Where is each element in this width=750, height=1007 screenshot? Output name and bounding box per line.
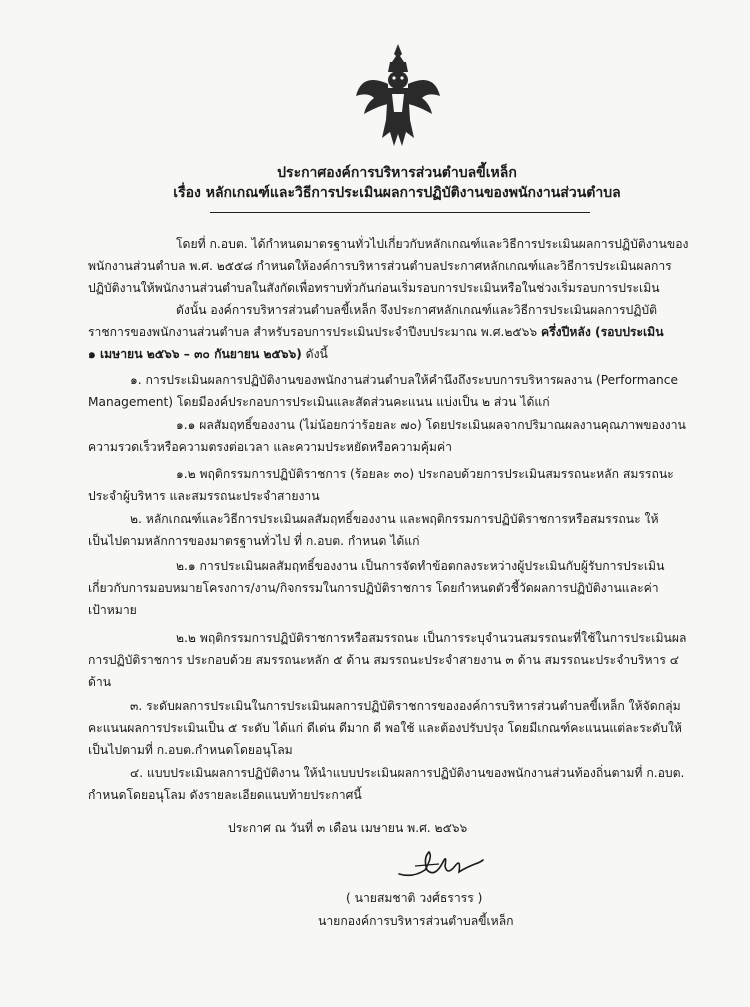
section-2-line-1: ๒. หลักเกณฑ์และวิธีการประเมินผลสัมฤทธิ์ของงาน และพฤติกรรมการปฏิบัติราชการหรือสมรรถนะ ให้ — [130, 512, 659, 526]
section-2-1-line-2: เกี่ยวกับการมอบหมายโครงการ/งาน/กิจกรรมในการปฏิบัติราชการ โดยกำหนดตัวชี้วัดผลการปฏิบัติงานและค่า — [88, 581, 659, 595]
section-3-line-3: เป็นไปตามที่ ก.อบต.กำหนดโดยอนุโลม — [88, 743, 293, 757]
section-1-2-line-1: ๑.๒ พฤติกรรมการปฏิบัติราชการ (ร้อยละ ๓๐) ประกอบด้วยการประเมินสมรรถนะหลัก สมรรถนะ — [176, 467, 674, 481]
section-1-1-line-1: ๑.๑ ผลสัมฤทธิ์ของงาน (ไม่น้อยกว่าร้อยละ ๗๐) โดยประเมินผลจากปริมาณผลงานคุณภาพของงาน — [176, 418, 686, 432]
garuda-emblem-icon — [352, 42, 444, 148]
as-follows-text: ดังนี้ — [301, 347, 328, 361]
announcement-date: ประกาศ ณ วันที่ ๓ เดือน เมษายน พ.ศ. ๒๕๖๖ — [228, 821, 468, 835]
announcement-subject: เรื่อง หลักเกณฑ์และวิธีการประเมินผลการปฏิบัติงานของพนักงานส่วนตำบล — [173, 185, 621, 201]
section-1-line-2: Management) โดยมีองค์ประกอบการประเมินและสัดส่วนคะแนน แบ่งเป็น ๒ ส่วน ได้แก่ — [88, 395, 550, 409]
therefore-line-2 — [88, 324, 664, 340]
announcement-title: ประกาศองค์การบริหารส่วนตำบลขี้เหล็ก — [277, 165, 517, 181]
section-2-2-line-2: การปฏิบัติราชการ ประกอบด้วย สมรรถนะหลัก ๕ ด้าน สมรรถนะประจำสายงาน ๓ ด้าน สมรรถนะประจำบริหาร ๔ — [88, 653, 679, 667]
section-2-1-line-3: เป้าหมาย — [88, 603, 137, 617]
evaluation-period: ๑ เมษายน ๒๕๖๖ – ๓๐ กันยายน ๒๕๖๖) — [88, 347, 302, 361]
therefore-line-1: ดังนั้น องค์การบริหารส่วนตำบลขี้เหล็ก จึงประกาศหลักเกณฑ์และวิธีการประเมินผลการปฏิบัติ — [176, 303, 658, 317]
section-2-line-2: เป็นไปตามหลักการของมาตรฐานทั่วไป ที่ ก.อบต. กำหนด ได้แก่ — [88, 534, 420, 548]
section-2-1-line-1: ๒.๑ การประเมินผลสัมฤทธิ์ของงาน เป็นการจัดทำข้อตกลงระหว่างผู้ประเมินกับผู้รับการประเมิน — [176, 559, 665, 573]
section-3-line-2: คะแนนผลการประเมินเป็น ๕ ระดับ ได้แก่ ดีเด่น ดีมาก ดี พอใช้ และต้องปรับปรุง โดยมีเกณฑ์คะแนนแต่ละระดับให้ — [88, 721, 682, 735]
section-1-1-line-2: ความรวดเร็วหรือความตรงต่อเวลา และความประหยัดหรือความคุ้มค่า — [88, 440, 452, 454]
signer-position: นายกองค์การบริหารส่วนตำบลขี้เหล็ก — [318, 914, 514, 928]
intro-line-2: พนักงานส่วนตำบล พ.ศ. ๒๕๕๘ กำหนดให้องค์การบริหารส่วนตำบลประกาศหลักเกณฑ์และวิธีการประเมินผลการ — [88, 259, 672, 273]
section-1-line-1: ๑. การประเมินผลการปฏิบัติงานของพนักงานส่วนตำบลให้คำนึงถึงระบบการบริหารผลงาน (Performance — [130, 373, 678, 387]
therefore-line-3 — [88, 346, 328, 362]
half-year-label: ครึ่งปีหลัง (รอบประเมิน — [540, 325, 664, 339]
section-1-2-line-2: ประจำผู้บริหาร และสมรรถนะประจำสายงาน — [88, 489, 320, 503]
section-4-line-1: ๔. แบบประเมินผลการปฏิบัติงาน ให้นำแบบประเมินผลการปฏิบัติงานของพนักงานส่วนท้องถิ่นตามที่ ก.อบต. — [130, 766, 685, 780]
intro-line-1: โดยที่ ก.อบต. ได้กำหนดมาตรฐานทั่วไปเกี่ยวกับหลักเกณฑ์และวิธีการประเมินผลการปฏิบัติงานของ — [176, 237, 689, 251]
therefore-line-2-text: ราชการของพนักงานส่วนตำบล สำหรับรอบการประเมินประจำปีงบประมาณ พ.ศ.๒๕๖๖ — [88, 325, 541, 339]
signer-name: ( นายสมชาติ วงศ์ธรารร ) — [346, 891, 483, 905]
title-divider — [210, 212, 590, 213]
intro-line-3: ปฏิบัติงานให้พนักงานส่วนตำบลในสังกัดเพื่อทราบทั่วกันก่อนเริ่มรอบการประเมินหรือในช่วงเริ่มรอบการประเมิน — [88, 281, 660, 295]
section-2-2-line-1: ๒.๒ พฤติกรรมการปฏิบัติราชการหรือสมรรถนะ เป็นการระบุจำนวนสมรรถนะที่ใช้ในการประเมินผล — [176, 631, 687, 645]
section-2-2-line-3: ด้าน — [88, 675, 112, 689]
section-4-line-2: กำหนดโดยอนุโลม ดังรายละเอียดแนบท้ายประกาศนี้ — [88, 788, 362, 802]
handwritten-signature — [395, 848, 485, 882]
section-3-line-1: ๓. ระดับผลการประเมินในการประเมินผลการปฏิบัติราชการขององค์การบริหารส่วนตำบลขี้เหล็ก ให้จัดกลุ่ม — [130, 699, 681, 713]
